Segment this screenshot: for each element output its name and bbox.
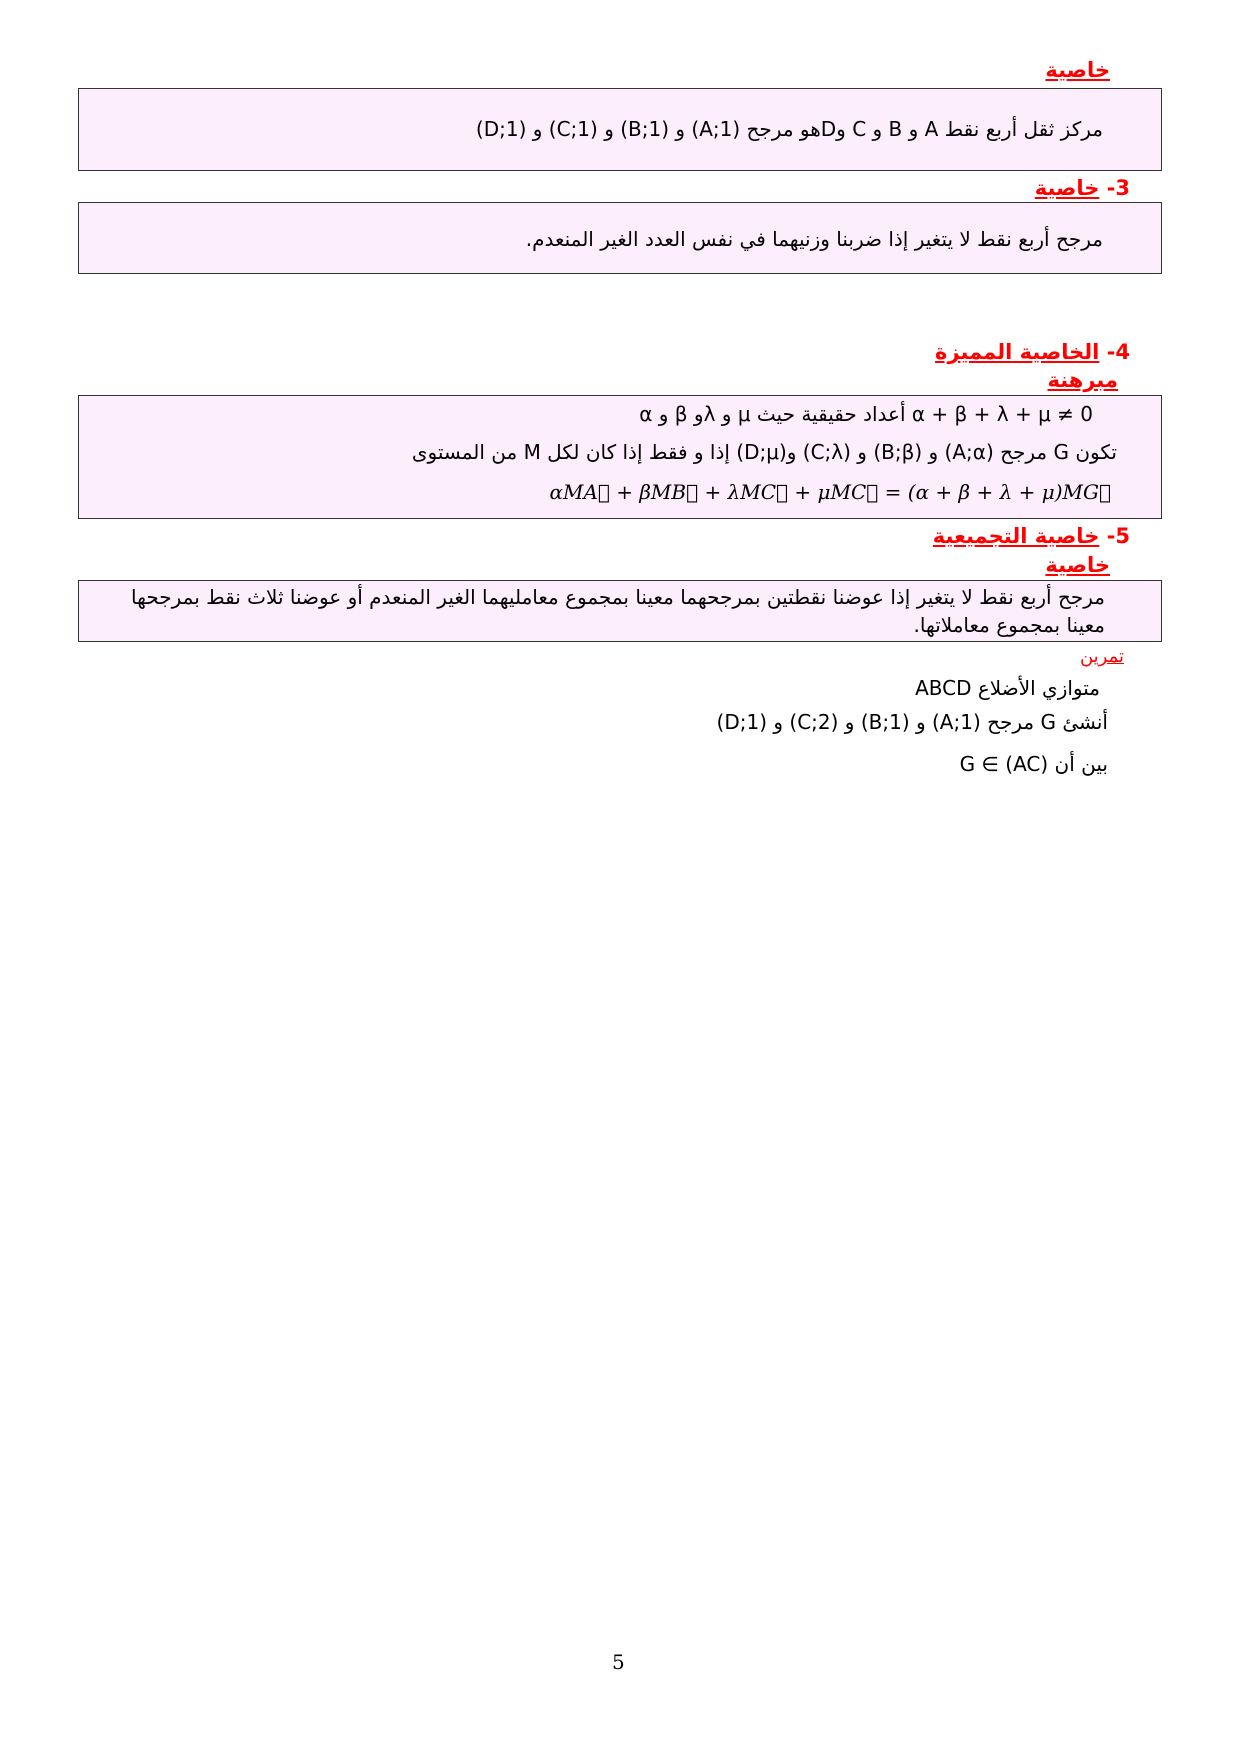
section-heading-3 — [1035, 176, 1130, 200]
theorem-vector-equation: αMA⃗ + βMB⃗ + λMC⃗ + μMC⃗ = (α + β + λ + μ)MG⃗ — [549, 480, 1111, 504]
exercise-line-3: بين أن G ∈ (AC) — [959, 752, 1108, 776]
section-heading-4 — [935, 340, 1130, 364]
heading-number: 5- — [1106, 524, 1130, 548]
section-heading-5 — [933, 524, 1130, 548]
page-number: 5 — [612, 1650, 625, 1674]
scaling-statement: مرجح أربع نقط لا يتغير إذا ضربنا وزنيهما في نفس العدد الغير المنعدم. — [525, 227, 1103, 251]
theorem-line-2: تكون G مرجح (A;α) و (B;β) و (C;λ) و(D;μ) إذا و فقط إذا كان لكل M من المستوى — [411, 440, 1117, 464]
subheading-text: خاصية — [1045, 553, 1110, 577]
section-heading-property — [1045, 58, 1110, 82]
associativity-box — [78, 580, 1162, 642]
heading-number: 3- — [1106, 176, 1130, 200]
heading-text: الخاصية المميزة — [935, 340, 1100, 364]
property-box-scaling — [78, 202, 1162, 274]
subheading-text: مبرهنة — [1047, 368, 1118, 392]
heading-text: خاصية — [1034, 176, 1100, 200]
theorem-line-1: α و β وλ و μ أعداد حقيقية حيث α + β + λ + μ ≠ 0 — [639, 402, 1093, 426]
heading-text: خاصية التجميعية — [932, 524, 1100, 548]
section-subheading-theorem — [1047, 368, 1118, 392]
section-subheading-property — [1045, 553, 1110, 577]
property-box-centroid — [78, 88, 1162, 171]
associativity-statement: مرجح أربع نقط لا يتغير إذا عوضنا نقطتين بمرجحهما معينا بمجموع معامليهما الغير المنعدم أو عوضنا ثلاث نقط بمرجحها معينا بمجموع معاملاتها. — [131, 585, 1105, 637]
heading-number: 4- — [1106, 340, 1130, 364]
centroid-statement: مركز ثقل أربع نقط A و B و C وDهو مرجح (A;1) و (B;1) و (C;1) و (D;1) — [475, 117, 1103, 141]
theorem-box — [78, 395, 1162, 519]
exercise-label: تمرين — [1079, 646, 1124, 667]
exercise-line-1: ABCD متوازي الأضلاع — [915, 676, 1100, 700]
exercise-line-2: أنشئ G مرجح (A;1) و (B;1) و (C;2) و (D;1) — [716, 710, 1108, 734]
heading-text: خاصية — [1045, 58, 1110, 82]
